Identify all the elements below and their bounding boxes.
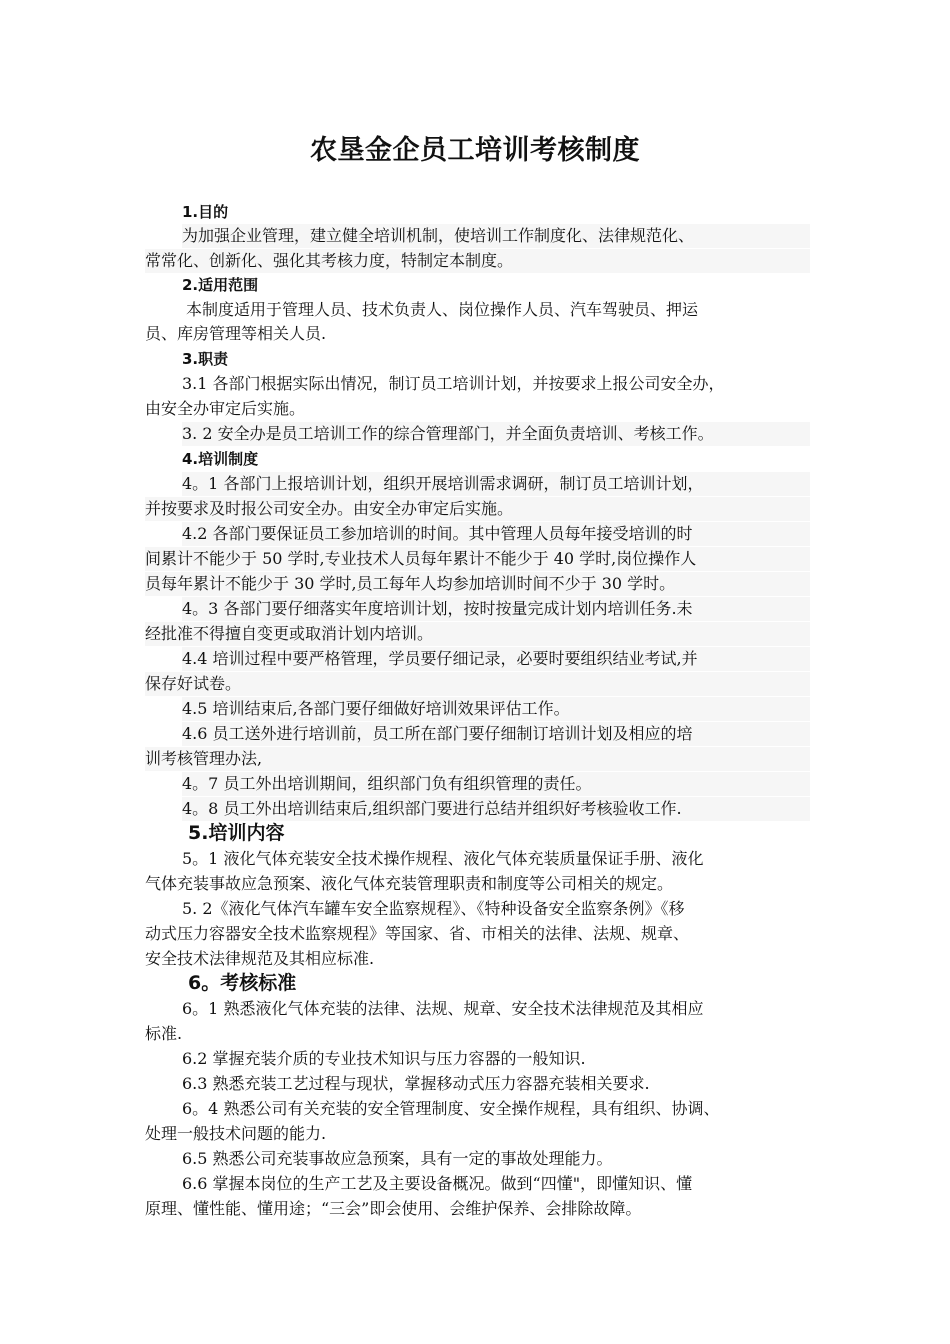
section-6-heading: 6。考核标准: [188, 972, 297, 994]
section-4-heading: 4.培训制度: [182, 450, 259, 468]
section-6-line: 6。4 熟悉公司有关充装的安全管理制度、安全操作规程，具有组织、协调、: [182, 1099, 720, 1118]
section-3-line: 由安全办审定后实施。: [145, 399, 306, 418]
section-6-line: 6.6 掌握本岗位的生产工艺及主要设备概况。做到“四懂"，即懂知识、懂: [182, 1174, 693, 1193]
section-4-line: 4.6 员工送外进行培训前，员工所在部门要仔细制订培训计划及相应的培: [182, 722, 810, 746]
section-6-line: 6.5 熟悉公司充装事故应急预案，具有一定的事故处理能力。: [182, 1149, 613, 1168]
section-4-line: 保存好试卷。: [145, 672, 810, 696]
section-3-heading: 3.职责: [182, 350, 229, 368]
section-6-line: 6。1 熟悉液化气体充装的法律、法规、规章、安全技术法律规范及其相应: [182, 999, 704, 1018]
section-4-line: 4。7 员工外出培训期间，组织部门负有组织管理的责任。: [182, 772, 810, 796]
section-5-line: 5。1 液化气体充装安全技术操作规程、液化气体充装质量保证手册、液化: [182, 849, 704, 868]
section-3-line: 3.1 各部门根据实际出情况，制订员工培训计划，并按要求上报公司安全办，: [182, 374, 725, 393]
section-5-heading: 5.培训内容: [188, 822, 285, 844]
section-2-heading: 2.适用范围: [182, 276, 259, 294]
section-4-line: 并按要求及时报公司安全办。由安全办审定后实施。: [145, 497, 810, 521]
section-4-line: 4。8 员工外出培训结束后,组织部门要进行总结并组织好考核验收工作.: [182, 797, 810, 821]
section-5-line: 5. 2《液化气体汽车罐车安全监察规程》、《特种设备安全监察条例》《移: [182, 899, 685, 918]
section-1-heading: 1.目的: [182, 203, 229, 221]
section-6-line: 处理一般技术问题的能力.: [145, 1124, 327, 1143]
section-2-line: 本制度适用于管理人员、技术负责人、岗位操作人员、汽车驾驶员、押运: [186, 300, 699, 319]
section-5-line: 动式压力容器安全技术监察规程》等国家、省、市相关的法律、法规、规章、: [145, 924, 690, 943]
section-2-line: 员、库房管理等相关人员.: [145, 324, 327, 343]
section-6-line: 原理、懂性能、懂用途；“三会”即会使用、会维护保养、会排除故障。: [145, 1199, 642, 1218]
section-6-line: 6.2 掌握充装介质的专业技术知识与压力容器的一般知识.: [182, 1049, 586, 1068]
section-6-line: 6.3 熟悉充装工艺过程与现状，掌握移动式压力容器充装相关要求.: [182, 1074, 650, 1093]
section-4-line: 4.4 培训过程中要严格管理，学员要仔细记录，必要时要组织结业考试,并: [182, 647, 810, 671]
section-5-line: 安全技术法律规范及其相应标准.: [145, 949, 375, 968]
section-4-line: 4.5 培训结束后,各部门要仔细做好培训效果评估工作。: [182, 697, 810, 721]
section-3-line: 3. 2 安全办是员工培训工作的综合管理部门，并全面负责培训、考核工作。: [182, 422, 810, 446]
section-1-line: 常常化、创新化、强化其考核力度，特制定本制度。: [145, 249, 810, 273]
section-5-line: 气体充装事故应急预案、液化气体充装管理职责和制度等公司相关的规定。: [145, 874, 674, 893]
section-4-line: 4。3 各部门要仔细落实年度培训计划，按时按量完成计划内培训任务.未: [182, 597, 810, 621]
section-4-line: 4.2 各部门要保证员工参加培训的时间。其中管理人员每年接受培训的时: [182, 522, 810, 546]
section-4-line: 间累计不能少于 50 学时,专业技术人员每年累计不能少于 40 学时,岗位操作人: [145, 547, 810, 571]
section-6-line: 标准.: [145, 1024, 183, 1043]
section-4-line: 经批准不得擅自变更或取消计划内培训。: [145, 622, 810, 646]
section-4-line: 训考核管理办法,: [145, 747, 810, 771]
document-title: 农垦金企员工培训考核制度: [310, 135, 640, 166]
section-4-line: 4。1 各部门上报培训计划，组织开展培训需求调研，制订员工培训计划，: [182, 472, 810, 496]
section-4-line: 员每年累计不能少于 30 学时,员工每年人均参加培训时间不少于 30 学时。: [145, 572, 810, 596]
section-1-line: 为加强企业管理，建立健全培训机制，使培训工作制度化、法律规范化、: [182, 224, 810, 248]
